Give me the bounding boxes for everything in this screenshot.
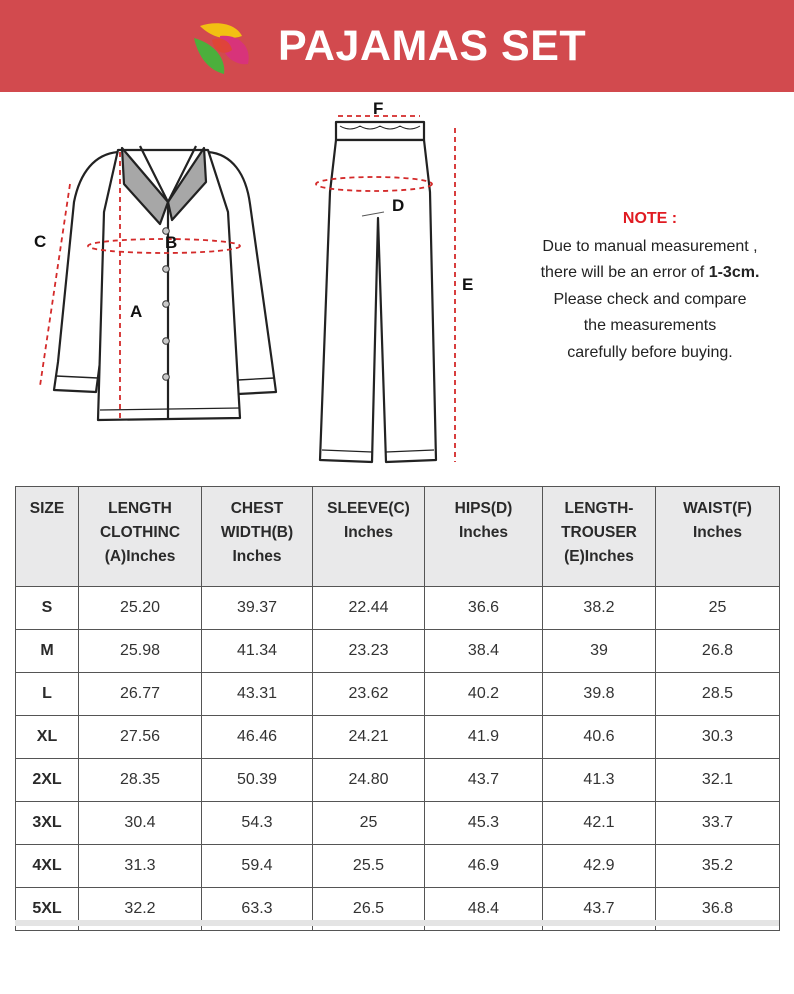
label-e: E xyxy=(462,275,474,294)
note-line-4: the measurements xyxy=(583,317,717,334)
table-header-row xyxy=(16,487,780,587)
size-cell: S xyxy=(16,587,79,630)
note-line-5: carefully before buying. xyxy=(567,344,733,361)
table-cell: 26.8 xyxy=(656,630,780,673)
table-cell: 59.4 xyxy=(202,845,313,888)
table-cell: 25.5 xyxy=(313,845,425,888)
header-line: Inches xyxy=(692,524,743,541)
table-cell: 30.3 xyxy=(656,716,780,759)
table-cell: 24.80 xyxy=(313,759,425,802)
table-row xyxy=(16,759,780,802)
table-cell: 43.7 xyxy=(425,759,543,802)
header-waist xyxy=(656,487,780,587)
table-cell: 39.37 xyxy=(202,587,313,630)
table-cell: 38.2 xyxy=(543,587,656,630)
table-cell: 23.23 xyxy=(313,630,425,673)
table-cell: 43.7 xyxy=(543,888,656,931)
table-cell: 42.9 xyxy=(543,845,656,888)
table-cell: 25.98 xyxy=(79,630,202,673)
header-line: Inches xyxy=(343,524,394,541)
header-line: SIZE xyxy=(29,500,65,517)
header-line: Inches xyxy=(458,524,509,541)
label-d: D xyxy=(392,196,405,215)
header-line: TROUSER xyxy=(561,524,637,541)
header-line: (A)Inches xyxy=(104,548,176,565)
table-cell: 43.31 xyxy=(202,673,313,716)
three-leaf-logo xyxy=(190,18,254,78)
label-f: F xyxy=(373,99,384,118)
note-title: NOTE : xyxy=(622,210,678,227)
table-cell: 50.39 xyxy=(202,759,313,802)
table-cell: 25 xyxy=(656,587,780,630)
table-cell: 36.8 xyxy=(656,888,780,931)
size-cell: XL xyxy=(16,716,79,759)
header-banner xyxy=(0,0,794,92)
table-cell: 28.5 xyxy=(656,673,780,716)
table-cell: 25.20 xyxy=(79,587,202,630)
size-cell: L xyxy=(16,673,79,716)
table-cell: 30.4 xyxy=(79,802,202,845)
trousers-sketch xyxy=(320,122,436,462)
table-cell: 22.44 xyxy=(313,587,425,630)
table-row xyxy=(16,630,780,673)
header-line: (E)Inches xyxy=(564,548,634,565)
header-size xyxy=(16,487,79,587)
table-cell: 35.2 xyxy=(656,845,780,888)
header-line: LENGTH- xyxy=(564,500,634,517)
table-cell: 46.46 xyxy=(202,716,313,759)
header-sleeve xyxy=(313,487,425,587)
header-line: LENGTH xyxy=(108,500,172,517)
table-cell: 25 xyxy=(313,802,425,845)
size-cell: 3XL xyxy=(16,802,79,845)
table-row xyxy=(16,673,780,716)
header-chest-width xyxy=(202,487,313,587)
size-cell: M xyxy=(16,630,79,673)
header-line: Inches xyxy=(232,548,282,565)
size-cell: 5XL xyxy=(16,888,79,931)
table-cell: 41.3 xyxy=(543,759,656,802)
note-line-3: Please check and compare xyxy=(553,291,747,308)
note-line-1: Due to manual measurement , xyxy=(542,238,758,255)
table-cell: 24.21 xyxy=(313,716,425,759)
table-row xyxy=(16,587,780,630)
table-cell: 40.6 xyxy=(543,716,656,759)
table-row xyxy=(16,845,780,888)
table-cell: 40.2 xyxy=(425,673,543,716)
table-cell: 41.9 xyxy=(425,716,543,759)
table-cell: 31.3 xyxy=(79,845,202,888)
note-line-2-text: there will be an error of xyxy=(540,264,709,281)
table-cell: 63.3 xyxy=(202,888,313,931)
header-length-trouser xyxy=(543,487,656,587)
header-hips xyxy=(425,487,543,587)
note-error-range: 1-3cm. xyxy=(708,264,760,281)
size-table xyxy=(15,486,779,920)
table-cell: 26.5 xyxy=(313,888,425,931)
note-line-2 xyxy=(510,264,790,282)
header-line: WAIST(F) xyxy=(683,500,752,517)
table-cell: 41.34 xyxy=(202,630,313,673)
table-bottom-band xyxy=(15,920,779,926)
label-c: C xyxy=(34,232,47,251)
header-line: SLEEVE(C) xyxy=(327,500,410,517)
table-cell: 39 xyxy=(543,630,656,673)
table-cell: 26.77 xyxy=(79,673,202,716)
header-line: CLOTHINC xyxy=(99,524,181,541)
table-cell: 46.9 xyxy=(425,845,543,888)
header-length-clothing xyxy=(79,487,202,587)
table-row xyxy=(16,716,780,759)
table-cell: 54.3 xyxy=(202,802,313,845)
table-cell: 28.35 xyxy=(79,759,202,802)
table-cell: 32.2 xyxy=(79,888,202,931)
table-cell: 42.1 xyxy=(543,802,656,845)
label-a: A xyxy=(130,302,143,321)
size-cell: 2XL xyxy=(16,759,79,802)
label-b: B xyxy=(165,233,178,252)
header-line: HIPS(D) xyxy=(454,500,513,517)
table-row xyxy=(16,802,780,845)
table-cell: 36.6 xyxy=(425,587,543,630)
table-cell: 32.1 xyxy=(656,759,780,802)
table-cell: 27.56 xyxy=(79,716,202,759)
size-table-grid xyxy=(15,486,780,931)
table-cell: 48.4 xyxy=(425,888,543,931)
table-cell: 33.7 xyxy=(656,802,780,845)
table-cell: 38.4 xyxy=(425,630,543,673)
table-cell: 23.62 xyxy=(313,673,425,716)
table-cell: 39.8 xyxy=(543,673,656,716)
table-cell: 45.3 xyxy=(425,802,543,845)
size-cell: 4XL xyxy=(16,845,79,888)
page-title: PAJAMAS SET xyxy=(278,22,587,70)
header-line: CHEST xyxy=(230,500,284,517)
header-line: WIDTH(B) xyxy=(220,524,294,541)
